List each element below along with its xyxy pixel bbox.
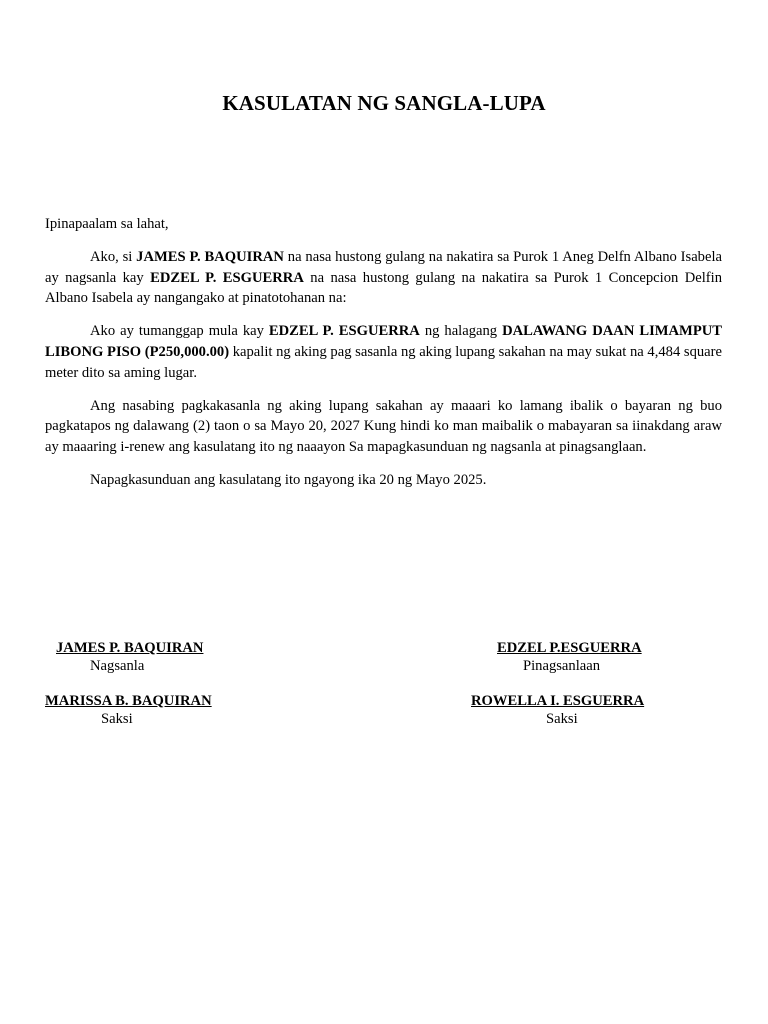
mortgagor-name-inline: JAMES P. BAQUIRAN: [136, 249, 284, 266]
signature-name: JAMES P. BAQUIRAN: [56, 640, 204, 656]
document-title: KASULATAN NG SANGLA-LUPA: [222, 91, 546, 115]
document-body: [45, 214, 722, 503]
signature-role: Saksi: [546, 711, 578, 727]
paragraph-1-text-1: Ako, si: [90, 249, 137, 266]
paragraph-2-text-3: kapalit ng aking pag sasanla ng aking lupang sakahan na may sukat na 4,484 square meter dito sa aming lugar.: [45, 343, 722, 381]
paragraph-4: Napagkasunduan ang kasulatang ito ngayong ika 20 ng Mayo 2025.: [90, 471, 487, 488]
paragraph-1-text-3: na nasa hustong gulang na nakatira sa Purok 1 Concepcion Delfin Albano Isabela ay nangangako at pinatotohanan na:: [45, 269, 722, 307]
paragraph-1-text-2: na nasa hustong gulang na nakatira sa Purok 1 Aneg Delfn Albano Isabela ay nagsanla kay: [45, 249, 722, 286]
signature-role: Saksi: [101, 711, 133, 727]
signature-name: ROWELLA I. ESGUERRA: [471, 693, 645, 709]
paragraph-2-text-2: ng halagang: [419, 323, 503, 340]
signature-name: EDZEL P.ESGUERRA: [497, 640, 642, 656]
paragraph-1: [45, 247, 722, 309]
amount-inline: DALAWANG DAAN LIMAMPUT LIBONG PISO (P250,000.00): [45, 323, 723, 360]
signature-role: Nagsanla: [90, 658, 145, 674]
signature-witness-2: [471, 692, 644, 728]
signature-mortgagee: [497, 639, 642, 675]
lender-name-inline: EDZEL P. ESGUERRA: [268, 323, 420, 340]
paragraph-2-text-1: Ako ay tumanggap mula kay: [90, 323, 269, 340]
paragraph-3: Ang nasabing pagkakasanla ng aking lupang sakahan ay maaari ko lamang ibalik o bayaran ng buo pagkatapos ng dalawang (2) taon o sa Mayo 20, 2027 Kung hindi ko man maibalik o mabayaran sa iinakdang araw ay maaaring i-renew ang kasulatang ito ng naaayon Sa mapagkasunduan ng nagsanla at pinagsanglaan.: [45, 397, 722, 455]
salutation: Ipinapaalam sa lahat,: [45, 216, 169, 232]
mortgagee-name-inline: EDZEL P. ESGUERRA: [150, 269, 304, 286]
signature-role: Pinagsanlaan: [523, 658, 601, 674]
signature-mortgagor: [56, 639, 203, 675]
signature-name: MARISSA B. BAQUIRAN: [45, 693, 212, 709]
paragraph-2: [45, 321, 722, 383]
signature-witness-1: [45, 692, 212, 728]
